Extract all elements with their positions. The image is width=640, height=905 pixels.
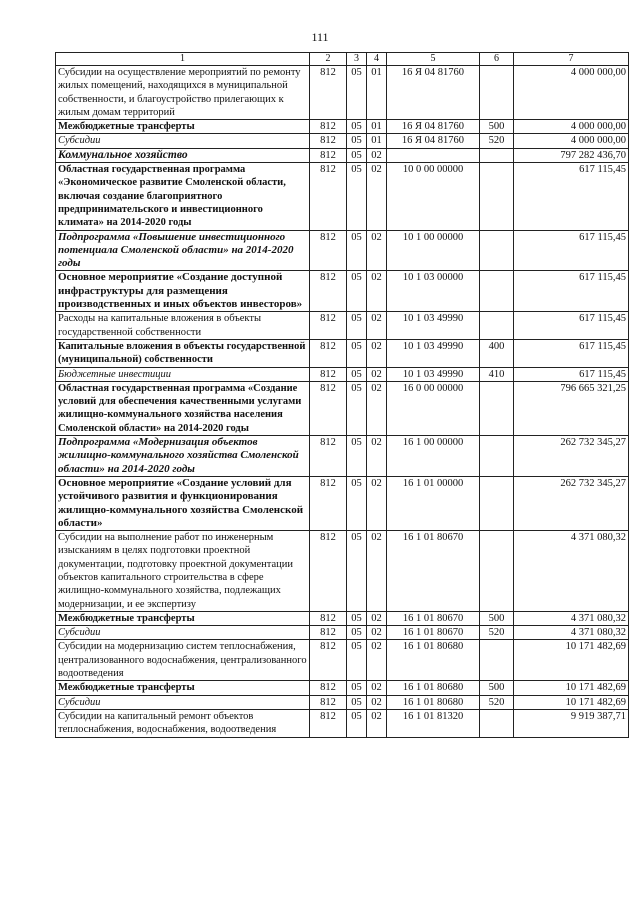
subsection-code-cell: 02 (367, 339, 387, 367)
target-article-cell: 16 1 00 00000 (387, 436, 480, 477)
header-col-7: 7 (514, 53, 629, 66)
section-code-cell: 05 (347, 66, 367, 120)
ministry-code-cell: 812 (310, 611, 347, 625)
section-code-cell: 05 (347, 230, 367, 271)
subsection-code-cell: 02 (367, 611, 387, 625)
table-row (56, 695, 629, 709)
table-row (56, 640, 629, 681)
expense-name-cell: Субсидии (56, 695, 310, 709)
amount-cell: 9 919 387,71 (514, 709, 629, 737)
expense-name-cell: Межбюджетные трансферты (56, 681, 310, 695)
section-code-cell: 05 (347, 531, 367, 612)
expense-type-cell (480, 66, 514, 120)
table-row (56, 66, 629, 120)
subsection-code-cell: 02 (367, 163, 387, 230)
section-code-cell: 05 (347, 626, 367, 640)
table-row (56, 611, 629, 625)
subsection-code-cell: 02 (367, 695, 387, 709)
table-row (56, 476, 629, 530)
expense-name-cell: Бюджетные инвестиции (56, 367, 310, 381)
amount-cell: 10 171 482,69 (514, 681, 629, 695)
table-row (56, 312, 629, 340)
target-article-cell: 16 0 00 00000 (387, 381, 480, 435)
expense-name-cell: Субсидии (56, 626, 310, 640)
table-row (56, 709, 629, 737)
table-row (56, 339, 629, 367)
target-article-cell: 16 1 01 80670 (387, 611, 480, 625)
header-col-6: 6 (480, 53, 514, 66)
amount-cell: 617 115,45 (514, 339, 629, 367)
section-code-cell: 05 (347, 339, 367, 367)
expense-name-cell: Субсидии (56, 134, 310, 148)
expense-name-cell: Межбюджетные трансферты (56, 120, 310, 134)
table-row (56, 436, 629, 477)
subsection-code-cell: 02 (367, 626, 387, 640)
header-col-3: 3 (347, 53, 367, 66)
subsection-code-cell: 01 (367, 134, 387, 148)
expense-type-cell (480, 640, 514, 681)
target-article-cell: 10 1 03 00000 (387, 271, 480, 312)
amount-cell: 617 115,45 (514, 163, 629, 230)
expense-name-cell: Областная государственная программа «Экономическое развитие Смоленской области, включая создание благоприятного предпринимательского и инвестиционного климата» на 2014-2020 годы (56, 163, 310, 230)
amount-cell: 10 171 482,69 (514, 695, 629, 709)
section-code-cell: 05 (347, 436, 367, 477)
table-row (56, 681, 629, 695)
subsection-code-cell: 01 (367, 120, 387, 134)
target-article-cell: 10 1 03 49990 (387, 367, 480, 381)
section-code-cell: 05 (347, 681, 367, 695)
ministry-code-cell: 812 (310, 695, 347, 709)
expense-name-cell: Капитальные вложения в объекты государственной (муниципальной) собственности (56, 339, 310, 367)
target-article-cell (387, 148, 480, 162)
section-code-cell: 05 (347, 381, 367, 435)
section-code-cell: 05 (347, 695, 367, 709)
amount-cell: 796 665 321,25 (514, 381, 629, 435)
table-row (56, 367, 629, 381)
ministry-code-cell: 812 (310, 312, 347, 340)
expense-type-cell (480, 148, 514, 162)
ministry-code-cell: 812 (310, 436, 347, 477)
table-body (56, 66, 629, 738)
ministry-code-cell: 812 (310, 367, 347, 381)
amount-cell: 4 371 080,32 (514, 531, 629, 612)
expense-name-cell: Субсидии на капитальный ремонт объектов теплоснабжения, водоснабжения, водоотведения (56, 709, 310, 737)
table-row (56, 120, 629, 134)
expense-name-cell: Субсидии на выполнение работ по инженерным изысканиям в целях подготовки проектной документации, подготовку проектной документации объектов капитального строительства в сфере жилищно-коммунального хозяйства, подлежащих модернизации, и ее экспертизу (56, 531, 310, 612)
header-col-2: 2 (310, 53, 347, 66)
ministry-code-cell: 812 (310, 381, 347, 435)
target-article-cell: 16 1 01 80680 (387, 681, 480, 695)
amount-cell: 4 000 000,00 (514, 66, 629, 120)
amount-cell: 617 115,45 (514, 271, 629, 312)
target-article-cell: 16 1 01 80670 (387, 626, 480, 640)
target-article-cell: 16 1 01 00000 (387, 476, 480, 530)
ministry-code-cell: 812 (310, 230, 347, 271)
subsection-code-cell: 02 (367, 476, 387, 530)
expense-type-cell (480, 230, 514, 271)
subsection-code-cell: 02 (367, 367, 387, 381)
target-article-cell: 10 1 00 00000 (387, 230, 480, 271)
target-article-cell: 16 1 01 80680 (387, 695, 480, 709)
target-article-cell: 10 1 03 49990 (387, 339, 480, 367)
section-code-cell: 05 (347, 476, 367, 530)
expense-name-cell: Субсидии на модернизацию систем теплоснабжения, централизованного водоснабжения, централизованного водоотведения (56, 640, 310, 681)
subsection-code-cell: 02 (367, 531, 387, 612)
amount-cell: 262 732 345,27 (514, 436, 629, 477)
amount-cell: 617 115,45 (514, 367, 629, 381)
section-code-cell: 05 (347, 163, 367, 230)
expense-name-cell: Основное мероприятие «Создание условий для устойчивого развития и функционирования жилищно-коммунального хозяйства Смоленской области» (56, 476, 310, 530)
ministry-code-cell: 812 (310, 66, 347, 120)
section-code-cell: 05 (347, 271, 367, 312)
ministry-code-cell: 812 (310, 531, 347, 612)
section-code-cell: 05 (347, 148, 367, 162)
subsection-code-cell: 02 (367, 230, 387, 271)
section-code-cell: 05 (347, 611, 367, 625)
table-row (56, 163, 629, 230)
expense-type-cell (480, 531, 514, 612)
expense-type-cell: 520 (480, 626, 514, 640)
amount-cell: 262 732 345,27 (514, 476, 629, 530)
amount-cell: 617 115,45 (514, 312, 629, 340)
table-header-row (56, 53, 629, 66)
subsection-code-cell: 02 (367, 312, 387, 340)
ministry-code-cell: 812 (310, 339, 347, 367)
subsection-code-cell: 02 (367, 148, 387, 162)
amount-cell: 4 000 000,00 (514, 120, 629, 134)
subsection-code-cell: 02 (367, 271, 387, 312)
amount-cell: 4 000 000,00 (514, 134, 629, 148)
expense-type-cell (480, 381, 514, 435)
amount-cell: 617 115,45 (514, 230, 629, 271)
expense-type-cell: 500 (480, 681, 514, 695)
section-code-cell: 05 (347, 120, 367, 134)
table-row (56, 381, 629, 435)
ministry-code-cell: 812 (310, 640, 347, 681)
amount-cell: 4 371 080,32 (514, 611, 629, 625)
budget-table (55, 52, 629, 738)
table-row (56, 148, 629, 162)
expense-type-cell (480, 163, 514, 230)
target-article-cell: 16 1 01 80680 (387, 640, 480, 681)
expense-type-cell (480, 271, 514, 312)
subsection-code-cell: 02 (367, 436, 387, 477)
table-row (56, 626, 629, 640)
target-article-cell: 16 Я 04 81760 (387, 120, 480, 134)
expense-name-cell: Областная государственная программа «Создание условий для обеспечения качественными услугами жилищно-коммунального хозяйства населения Смоленской области» на 2014-2020 годы (56, 381, 310, 435)
expense-type-cell (480, 709, 514, 737)
page-number: 111 (311, 30, 329, 44)
subsection-code-cell: 02 (367, 640, 387, 681)
table-row (56, 134, 629, 148)
target-article-cell: 10 0 00 00000 (387, 163, 480, 230)
amount-cell: 797 282 436,70 (514, 148, 629, 162)
header-col-4: 4 (367, 53, 387, 66)
expense-type-cell: 520 (480, 695, 514, 709)
section-code-cell: 05 (347, 134, 367, 148)
expense-type-cell (480, 312, 514, 340)
ministry-code-cell: 812 (310, 163, 347, 230)
ministry-code-cell: 812 (310, 134, 347, 148)
header-col-1: 1 (56, 53, 310, 66)
expense-name-cell: Подпрограмма «Повышение инвестиционного потенциала Смоленской области» на 2014-2020 годы (56, 230, 310, 271)
amount-cell: 10 171 482,69 (514, 640, 629, 681)
expense-name-cell: Расходы на капитальные вложения в объекты государственной собственности (56, 312, 310, 340)
target-article-cell: 16 Я 04 81760 (387, 134, 480, 148)
section-code-cell: 05 (347, 367, 367, 381)
expense-name-cell: Межбюджетные трансферты (56, 611, 310, 625)
header-col-5: 5 (387, 53, 480, 66)
subsection-code-cell: 02 (367, 381, 387, 435)
ministry-code-cell: 812 (310, 271, 347, 312)
subsection-code-cell: 01 (367, 66, 387, 120)
ministry-code-cell: 812 (310, 626, 347, 640)
amount-cell: 4 371 080,32 (514, 626, 629, 640)
expense-name-cell: Субсидии на осуществление мероприятий по ремонту жилых помещений, находящихся в муниципальной собственности, и благоустройство прилегающих к жилым домам территорий (56, 66, 310, 120)
target-article-cell: 16 Я 04 81760 (387, 66, 480, 120)
expense-type-cell: 410 (480, 367, 514, 381)
ministry-code-cell: 812 (310, 148, 347, 162)
target-article-cell: 16 1 01 81320 (387, 709, 480, 737)
expense-type-cell (480, 436, 514, 477)
subsection-code-cell: 02 (367, 709, 387, 737)
expense-type-cell: 400 (480, 339, 514, 367)
expense-name-cell: Основное мероприятие «Создание доступной инфраструктуры для размещения производственных и иных объектов инвесторов» (56, 271, 310, 312)
expense-name-cell: Подпрограмма «Модернизация объектов жилищно-коммунального хозяйства Смоленской области» на 2014-2020 годы (56, 436, 310, 477)
section-code-cell: 05 (347, 312, 367, 340)
table-row (56, 271, 629, 312)
ministry-code-cell: 812 (310, 476, 347, 530)
ministry-code-cell: 812 (310, 709, 347, 737)
ministry-code-cell: 812 (310, 120, 347, 134)
target-article-cell: 10 1 03 49990 (387, 312, 480, 340)
section-code-cell: 05 (347, 709, 367, 737)
subsection-code-cell: 02 (367, 681, 387, 695)
expense-type-cell (480, 476, 514, 530)
section-code-cell: 05 (347, 640, 367, 681)
expense-name-cell: Коммунальное хозяйство (56, 148, 310, 162)
table-row (56, 531, 629, 612)
expense-type-cell: 500 (480, 120, 514, 134)
ministry-code-cell: 812 (310, 681, 347, 695)
table-row (56, 230, 629, 271)
expense-type-cell: 520 (480, 134, 514, 148)
expense-type-cell: 500 (480, 611, 514, 625)
target-article-cell: 16 1 01 80670 (387, 531, 480, 612)
